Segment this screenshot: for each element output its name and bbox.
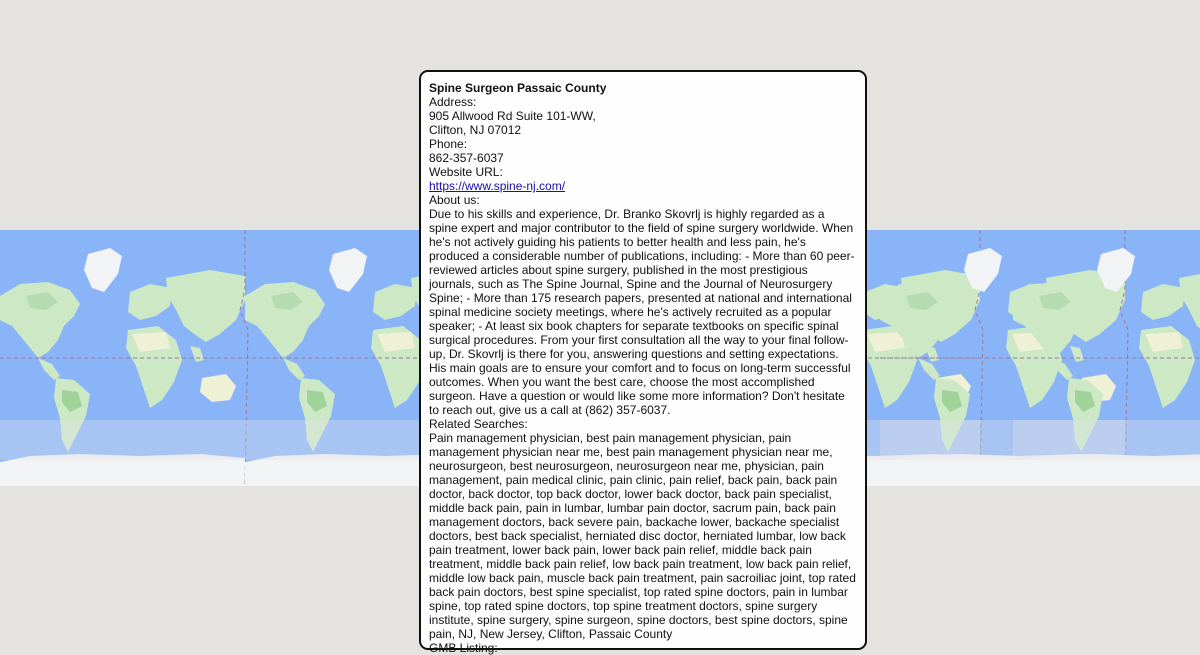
- phone-label: Phone:: [429, 137, 468, 151]
- website-label: Website URL:: [429, 165, 503, 179]
- business-info-window: [419, 70, 867, 655]
- phone-number: 862-357-6037: [429, 151, 504, 165]
- website-link[interactable]: https://www.spine-nj.com/: [429, 179, 566, 193]
- about-text: Due to his skills and experience, Dr. Branko Skovrlj is highly regarded as a spine expert and major contributor to the field of spine surgery worldwide. When he's not actively guiding his patients to better health and less pain, he's produced a considerable number of publications, including: - More than 60 peer-reviewed articles about spine surgery, published in the most prestigious journals, such as The Spine Journal, Spine and the Journal of Neurosurgery Spine; - More than 175 research papers, presented at national and international spinal medicine society meetings, where he's actively recruited as a popular speaker; - At least six book chapters for separate textbooks on specific spinal surgical procedures. From your first consultation all the way to your final follow-up, Dr. Skovrlj is there for you, answering questions and setting expectations. His main goals are to ensure your comfort and to focus on long-term successful outcomes. When you want the best care, choose the most accomplished surgeon. Have a question or would like some more information? Don't hesitate to reach out, give us a call at (862) 357-6037.: [429, 207, 855, 417]
- related-searches-label: Related Searches:: [429, 417, 528, 431]
- address-line-2: Clifton, NJ 07012: [429, 123, 522, 137]
- related-searches-text: Pain management physician, best pain management physician, pain management physician near me, best pain management physician near me, neurosurgeon, best neurosurgeon, neurosurgeon near me, physician, pain management, pain medical clinic, pain clinic, pain relief, back pain, back pain doctor, back doctor, top back doctor, lower back doctor, back pain specialist, middle back pain, pain in lumbar, lumbar pain doctor, sacrum pain, back pain management doctors, back severe pain, backache lower, backache specialist doctors, best back specialist, herniated disc doctor, herniated lumbar, low back pain treatment, lower back pain, lower back pain relief, middle back pain treatment, middle back pain relief, low back pain treatment, low back pain relief, middle low back pain, muscle back pain treatment, pain sacroiliac joint, top rated back pain doctors, best spine specialist, top rated spine doctors, pain in lumbar spine, top rated spine doctors, top spine treatment doctors, spine surgery institute, spine surgery, spine surgeon, spine doctors, best spine doctors, spine pain, NJ, New Jersey, Clifton, Passaic County: [429, 431, 856, 641]
- address-line-1: 905 Allwood Rd Suite 101-WW,: [429, 109, 596, 123]
- business-title: Spine Surgeon Passaic County: [429, 81, 607, 95]
- about-label: About us:: [429, 193, 480, 207]
- address-label: Address:: [429, 95, 477, 109]
- gmb-listing-label: GMB Listing:: [429, 641, 498, 655]
